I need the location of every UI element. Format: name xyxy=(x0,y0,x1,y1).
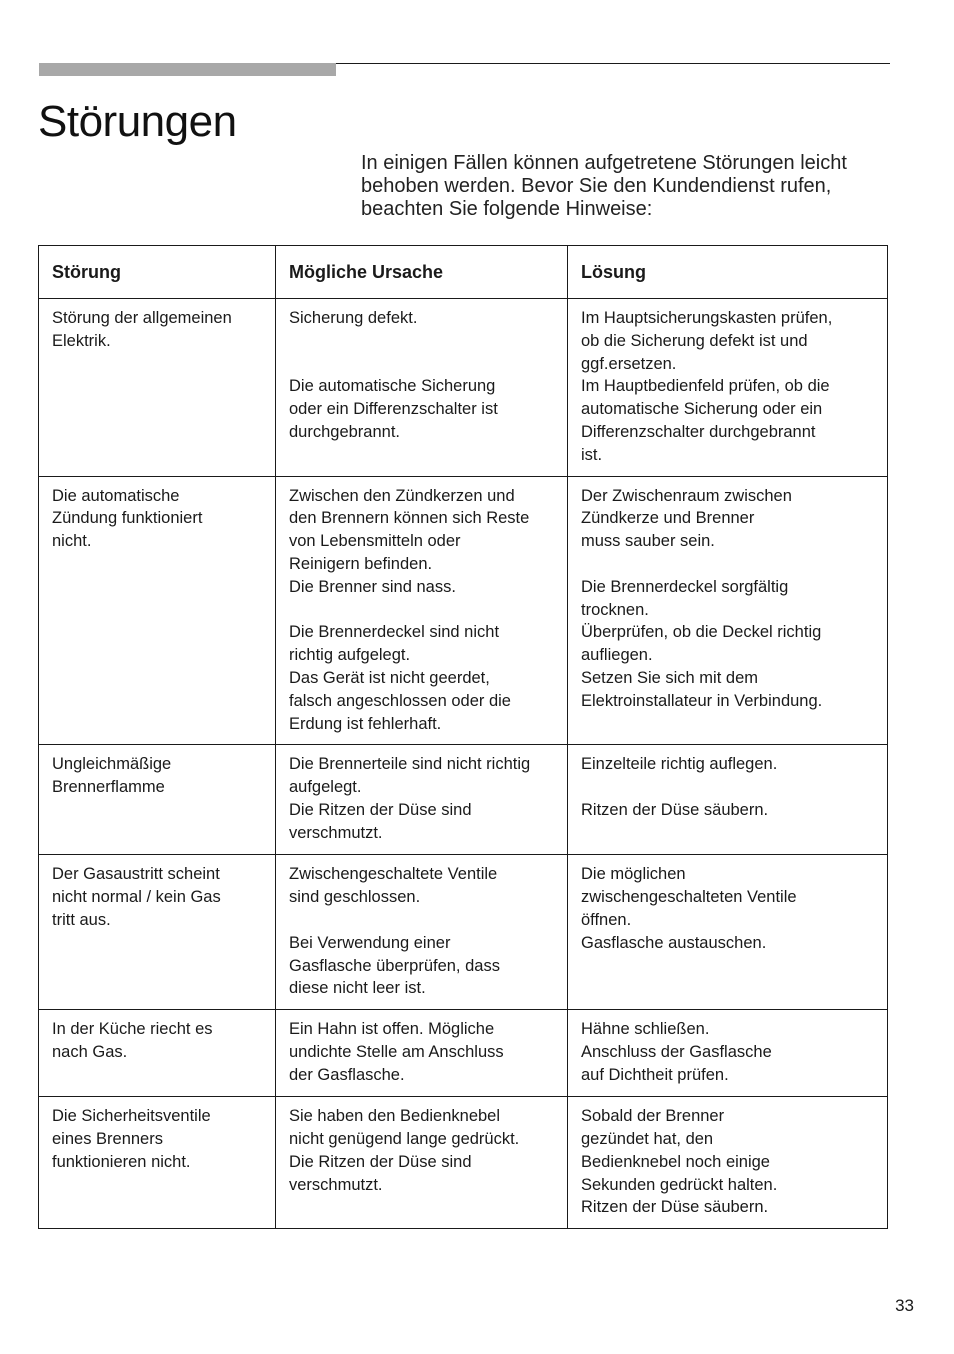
header-cause: Mögliche Ursache xyxy=(276,246,568,299)
table-header-row xyxy=(39,246,888,299)
cause-cell: Zwischengeschaltete Ventile sind geschlossen. Bei Verwendung einer Gasflasche überprüfen, dass diese nicht leer ist. xyxy=(276,855,568,1010)
cause-cell: Ein Hahn ist offen. Mögliche undichte Stelle am Anschluss der Gasflasche. xyxy=(276,1010,568,1097)
troubleshooting-table xyxy=(38,245,888,1229)
fault-cell: Störung der allgemeinen Elektrik. xyxy=(39,299,276,477)
header-rule-thick xyxy=(39,63,336,76)
cause-cell: Zwischen den Zündkerzen und den Brennern können sich Reste von Lebensmitteln oder Reinigern befinden. Die Brenner sind nass. Die Brennerdeckel sind nicht richtig aufgelegt. Das Gerät ist nicht geerdet, falsch angeschlossen oder die Erdung ist fehlerhaft. xyxy=(276,476,568,745)
cause-cell: Sie haben den Bedienknebel nicht genügend lange gedrückt. Die Ritzen der Düse sind verschmutzt. xyxy=(276,1097,568,1229)
solution-cell: Einzelteile richtig auflegen. Ritzen der Düse säubern. xyxy=(568,745,888,855)
cause-cell: Sicherung defekt. Die automatische Sicherung oder ein Differenzschalter ist durchgebrannt. xyxy=(276,299,568,477)
solution-cell: Im Hauptsicherungskasten prüfen, ob die Sicherung defekt ist und ggf.ersetzen. Im Hauptbedienfeld prüfen, ob die automatische Sicherung oder ein Differenzschalter durchgebrannt ist. xyxy=(568,299,888,477)
intro-paragraph: In einigen Fällen können aufgetretene Störungen leicht behoben werden. Bevor Sie den Kundendienst rufen, beachten Sie folgende Hinweise: xyxy=(361,152,847,220)
table-row xyxy=(39,1010,888,1097)
table-row xyxy=(39,476,888,745)
solution-cell: Sobald der Brenner gezündet hat, den Bedienknebel noch einige Sekunden gedrückt halten. Ritzen der Düse säubern. xyxy=(568,1097,888,1229)
fault-cell: Der Gasaustritt scheint nicht normal / kein Gas tritt aus. xyxy=(39,855,276,1010)
table-row xyxy=(39,745,888,855)
header-solution: Lösung xyxy=(568,246,888,299)
fault-cell: Die Sicherheitsventile eines Brenners funktionieren nicht. xyxy=(39,1097,276,1229)
header-rule-thin xyxy=(336,63,890,64)
fault-cell: In der Küche riecht es nach Gas. xyxy=(39,1010,276,1097)
page-title: Störungen xyxy=(38,97,237,146)
fault-cell: Die automatische Zündung funktioniert nicht. xyxy=(39,476,276,745)
table-row xyxy=(39,855,888,1010)
solution-cell: Die möglichen zwischengeschalteten Ventile öffnen. Gasflasche austauschen. xyxy=(568,855,888,1010)
header-fault: Störung xyxy=(39,246,276,299)
cause-cell: Die Brennerteile sind nicht richtig aufgelegt. Die Ritzen der Düse sind verschmutzt. xyxy=(276,745,568,855)
solution-cell: Der Zwischenraum zwischen Zündkerze und Brenner muss sauber sein. Die Brennerdeckel sorgfältig trocknen. Überprüfen, ob die Deckel richtig aufliegen. Setzen Sie sich mit dem Elektroinstallateur in Verbindung. xyxy=(568,476,888,745)
table-row xyxy=(39,299,888,477)
fault-cell: Ungleichmäßige Brennerflamme xyxy=(39,745,276,855)
table-row xyxy=(39,1097,888,1229)
page-number: 33 xyxy=(895,1296,914,1315)
solution-cell: Hähne schließen. Anschluss der Gasflasche auf Dichtheit prüfen. xyxy=(568,1010,888,1097)
